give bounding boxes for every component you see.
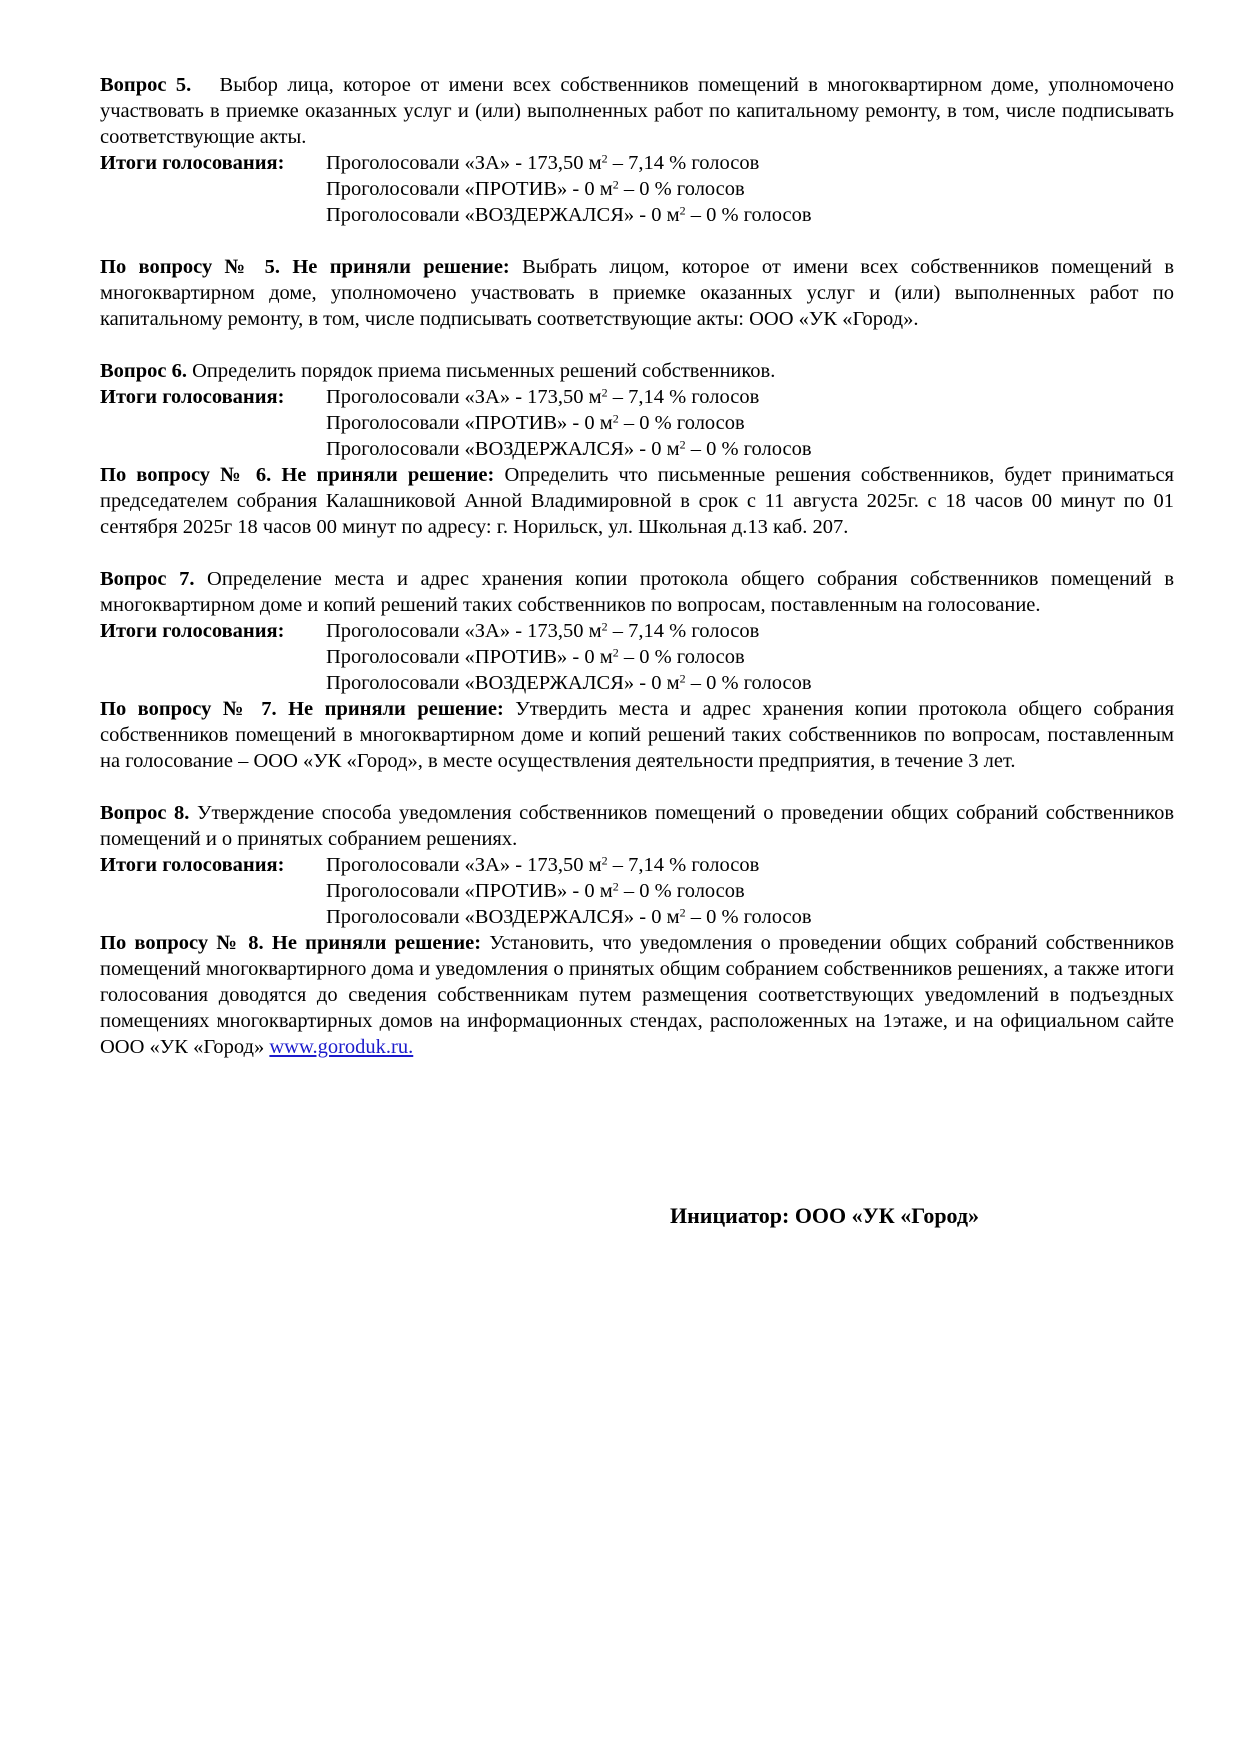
vote-za-percent: – 7,14 % голосов bbox=[607, 386, 760, 408]
vote-za-percent: – 7,14 % голосов bbox=[607, 152, 760, 174]
question-5-label: Вопрос 5. bbox=[100, 74, 192, 96]
question-8-text: Утверждение способа уведомления собственников помещений о проведении общих собраний собственников помещений и о принятых собранием решениях. bbox=[100, 802, 1174, 850]
sq-superscript: 2 bbox=[612, 879, 619, 894]
results-label: Итоги голосования: bbox=[100, 386, 285, 408]
question-5-text: Выбор лица, которое от имени всех собственников помещений в многоквартирном доме, уполномочено участвовать в приемке оказанных услуг и (или) выполненных работ по капитальному ремонту, в том, числе подписывать соответствующие акты. bbox=[100, 74, 1174, 148]
vote-vozd: Проголосовали «ВОЗДЕРЖАЛСЯ» - 0 м bbox=[326, 672, 680, 694]
sq-superscript: 2 bbox=[601, 385, 608, 400]
question-8-label: Вопрос 8. bbox=[100, 802, 190, 824]
sq-superscript: 2 bbox=[612, 411, 619, 426]
vote-vozd: Проголосовали «ВОЗДЕРЖАЛСЯ» - 0 м bbox=[326, 204, 680, 226]
question-7-text: Определение места и адрес хранения копии протокола общего собрания собственников помещений в многоквартирном доме и копий решений таких собственников по вопросам, поставленным на голосование. bbox=[100, 568, 1175, 616]
sq-superscript: 2 bbox=[601, 853, 608, 868]
question-8-decision-label: По вопросу № 8. Не приняли решение: bbox=[100, 932, 482, 954]
vote-za-percent: – 7,14 % голосов bbox=[607, 854, 760, 876]
vote-za: Проголосовали «ЗА» - 173,50 м bbox=[326, 152, 602, 174]
vote-vozd-percent: – 0 % голосов bbox=[685, 204, 812, 226]
vote-protiv-percent: – 0 % голосов bbox=[618, 880, 745, 902]
question-7-decision-text: Утвердить места и адрес хранения копии протокола общего собрания собственников помещений в многоквартирном доме и копий решений таких собственников по вопросам, поставленным на голосование – ООО «УК «Город», в месте осуществления деятельности предприятия, в течение 3 лет. bbox=[100, 698, 1175, 772]
sq-superscript: 2 bbox=[679, 437, 686, 452]
vote-vozd-percent: – 0 % голосов bbox=[685, 438, 812, 460]
question-8-decision bbox=[100, 930, 1174, 1060]
question-6-decision bbox=[100, 462, 1174, 540]
question-7-results bbox=[100, 618, 1174, 696]
question-8 bbox=[100, 800, 1174, 852]
question-6-decision-text: Определить что письменные решения собственников, будет приниматься председателем собрания Калашниковой Анной Владимировной в срок с 11 августа 2025г. с 18 часов 00 минут по 01 сентября 2025г 18 часов 00 минут по адресу: г. Норильск, ул. Школьная д.13 каб. 207. bbox=[100, 464, 1174, 538]
results-label: Итоги голосования: bbox=[100, 854, 285, 876]
vote-za: Проголосовали «ЗА» - 173,50 м bbox=[326, 854, 602, 876]
vote-vozd-percent: – 0 % голосов bbox=[685, 672, 812, 694]
vote-protiv: Проголосовали «ПРОТИВ» - 0 м bbox=[326, 880, 613, 902]
sq-superscript: 2 bbox=[612, 177, 619, 192]
question-6-text: Определить порядок приема письменных решений собственников. bbox=[192, 360, 776, 382]
vote-vozd-percent: – 0 % голосов bbox=[685, 906, 812, 928]
question-6-decision-label: По вопросу № 6. Не приняли решение: bbox=[100, 464, 495, 486]
question-7-label: Вопрос 7. bbox=[100, 568, 195, 590]
vote-protiv-percent: – 0 % голосов bbox=[618, 178, 745, 200]
vote-za: Проголосовали «ЗА» - 173,50 м bbox=[326, 620, 602, 642]
initiator-signature: Инициатор: ООО «УК «Город» bbox=[670, 1203, 980, 1228]
question-5-decision-text: Выбрать лицом, которое от имени всех собственников помещений в многоквартирном доме, уполномочено участвовать в приемке оказанных услуг и (или) выполненных работ по капитальному ремонту, в том, числе подписывать соответствующие акты: ООО «УК «Город». bbox=[100, 256, 1174, 330]
question-5-decision bbox=[100, 254, 1174, 332]
question-6 bbox=[100, 358, 1174, 384]
vote-protiv: Проголосовали «ПРОТИВ» - 0 м bbox=[326, 178, 613, 200]
question-7-decision bbox=[100, 696, 1174, 774]
document-body bbox=[100, 72, 1174, 1060]
sq-superscript: 2 bbox=[679, 671, 686, 686]
results-label: Итоги голосования: bbox=[100, 620, 285, 642]
vote-za-percent: – 7,14 % голосов bbox=[607, 620, 760, 642]
question-5-results bbox=[100, 150, 1174, 228]
website-link[interactable]: www.goroduk.ru. bbox=[269, 1036, 414, 1058]
sq-superscript: 2 bbox=[601, 151, 608, 166]
question-8-decision-text: Установить, что уведомления о проведении общих собраний собственников помещений многоквартирного дома и уведомления о принятых общим собранием собственников решениях, а также итоги голосования доводятся до сведения собственникам путем размещения соответствующих уведомлений в подъездных помещениях многоквартирных домов на информационных стендах, расположенных на 1этаже, и на официальном сайте ООО «УК «Город» bbox=[100, 932, 1174, 1058]
vote-protiv-percent: – 0 % голосов bbox=[618, 646, 745, 668]
results-label: Итоги голосования: bbox=[100, 152, 285, 174]
vote-protiv: Проголосовали «ПРОТИВ» - 0 м bbox=[326, 412, 613, 434]
question-7-decision-label: По вопросу № 7. Не приняли решение: bbox=[100, 698, 504, 720]
vote-vozd: Проголосовали «ВОЗДЕРЖАЛСЯ» - 0 м bbox=[326, 438, 680, 460]
question-6-results bbox=[100, 384, 1174, 462]
question-5-decision-label: По вопросу № 5. Не приняли решение: bbox=[100, 256, 510, 278]
question-8-results bbox=[100, 852, 1174, 930]
vote-protiv-percent: – 0 % голосов bbox=[618, 412, 745, 434]
question-6-label: Вопрос 6. bbox=[100, 360, 187, 382]
sq-superscript: 2 bbox=[679, 203, 686, 218]
vote-za: Проголосовали «ЗА» - 173,50 м bbox=[326, 386, 602, 408]
question-7 bbox=[100, 566, 1174, 618]
sq-superscript: 2 bbox=[601, 619, 608, 634]
sq-superscript: 2 bbox=[612, 645, 619, 660]
vote-vozd: Проголосовали «ВОЗДЕРЖАЛСЯ» - 0 м bbox=[326, 906, 680, 928]
question-5 bbox=[100, 72, 1174, 150]
vote-protiv: Проголосовали «ПРОТИВ» - 0 м bbox=[326, 646, 613, 668]
sq-superscript: 2 bbox=[679, 905, 686, 920]
